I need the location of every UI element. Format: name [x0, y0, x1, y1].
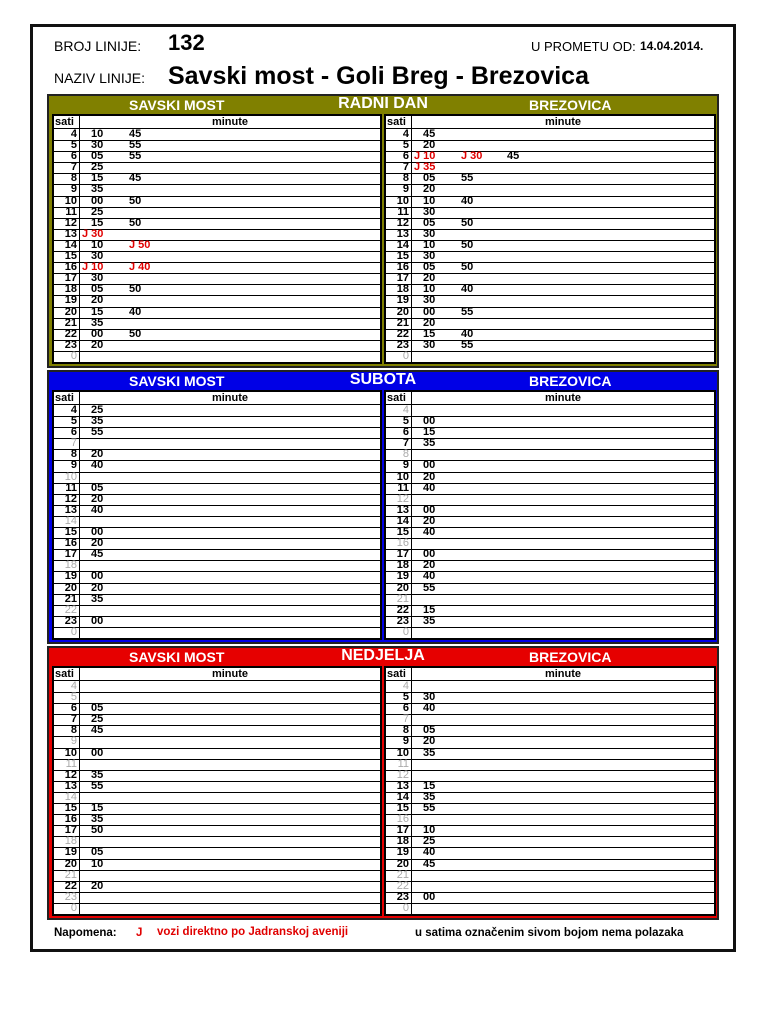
departure-minute: 10 [423, 238, 436, 251]
departure-minute: 10 [91, 128, 104, 140]
departure-minute: 05 [423, 724, 436, 737]
departure-minute: 50 [129, 216, 142, 229]
departure-minute: 20 [91, 537, 104, 550]
hour-column-header: sati [386, 392, 412, 404]
footer-note [47, 924, 719, 944]
minutes-column-header: minute [211, 668, 249, 680]
direct-departure-minute: J 30 [461, 150, 483, 163]
hour-cell: 4 [54, 681, 80, 692]
hour-cell: 7 [386, 438, 412, 449]
departure-minute: 40 [461, 327, 474, 340]
column-header-row [386, 392, 714, 405]
departure-minute: 40 [91, 459, 104, 472]
hour-cell: 9 [54, 184, 80, 195]
hour-cell: 11 [386, 207, 412, 218]
departure-minute: 40 [423, 846, 436, 859]
section-header [49, 648, 717, 666]
departure-minute: 05 [423, 172, 436, 185]
departure-minute: 35 [91, 592, 104, 605]
hour-cell: 16 [54, 538, 80, 549]
hour-cell: 21 [54, 870, 80, 881]
hour-column-header: sati [54, 668, 80, 680]
hour-cell: 0 [54, 351, 80, 362]
hour-cell: 18 [386, 560, 412, 571]
hour-cell: 13 [386, 781, 412, 792]
departure-minute: 20 [423, 559, 436, 572]
section-subota [47, 370, 719, 644]
departure-minute: 50 [461, 216, 474, 229]
hour-cell: 23 [386, 340, 412, 351]
line-name-label: NAZIV LINIJE: [54, 70, 146, 86]
departure-minute: 50 [129, 283, 142, 296]
hour-cell: 13 [54, 781, 80, 792]
hour-cell: 14 [386, 240, 412, 251]
hour-cell: 0 [54, 627, 80, 638]
departure-minute: 25 [423, 835, 436, 848]
departure-minute: 40 [423, 570, 436, 583]
departure-minute: 15 [91, 802, 104, 815]
departure-minute: 30 [91, 250, 104, 263]
hour-cell: 0 [386, 903, 412, 914]
hour-cell: 14 [54, 516, 80, 527]
hour-cell: 14 [54, 240, 80, 251]
hour-cell: 6 [386, 703, 412, 714]
hour-cell: 19 [386, 571, 412, 582]
hour-cell: 17 [54, 825, 80, 836]
departure-minute: 00 [91, 526, 104, 539]
hour-cell: 21 [386, 870, 412, 881]
hour-cell: 20 [54, 583, 80, 594]
departure-minute: 10 [91, 238, 104, 251]
hour-cell: 12 [54, 770, 80, 781]
note-symbol: J [136, 927, 143, 939]
hour-cell: 14 [54, 792, 80, 803]
hour-cell: 17 [386, 549, 412, 560]
departure-minute: 40 [461, 194, 474, 207]
hour-cell: 10 [54, 196, 80, 207]
direct-departure-minute: J 40 [129, 261, 151, 274]
hour-cell: 5 [54, 692, 80, 703]
column-header-row [386, 116, 714, 129]
departure-minute: 20 [91, 492, 104, 505]
hour-cell: 12 [54, 494, 80, 505]
hour-cell: 17 [386, 825, 412, 836]
departure-minute: 20 [91, 448, 104, 461]
departure-minute: 40 [91, 503, 104, 516]
hour-cell: 19 [54, 571, 80, 582]
hour-cell: 23 [54, 616, 80, 627]
column-header-row [54, 668, 380, 681]
direct-departure-minute: J 10 [414, 150, 436, 163]
hour-cell: 23 [54, 340, 80, 351]
departure-minute: 45 [91, 548, 104, 561]
hour-cell: 22 [54, 605, 80, 616]
hour-cell: 21 [54, 594, 80, 605]
hour-cell: 6 [54, 151, 80, 162]
hour-cell: 13 [386, 505, 412, 516]
minutes-column-header: minute [211, 116, 249, 128]
departure-minute: 55 [129, 150, 142, 163]
hour-column-header: sati [54, 392, 80, 404]
departure-minute: 35 [91, 813, 104, 826]
departure-minute: 30 [423, 227, 436, 240]
minutes-column-header: minute [544, 668, 582, 680]
departure-minute: 20 [423, 316, 436, 329]
hour-cell: 7 [54, 714, 80, 725]
hour-cell: 11 [386, 759, 412, 770]
departure-minute: 05 [91, 702, 104, 715]
hour-cell: 9 [386, 184, 412, 195]
hour-cell: 6 [54, 703, 80, 714]
hour-cell: 11 [54, 759, 80, 770]
departure-minute: 20 [423, 514, 436, 527]
hour-cell: 8 [386, 449, 412, 460]
hour-cell: 4 [386, 681, 412, 692]
hour-cell: 15 [54, 803, 80, 814]
departure-minute: 25 [91, 404, 104, 416]
line-number-label: BROJ LINIJE: [54, 38, 142, 54]
departure-minute: 20 [91, 338, 104, 351]
hour-cell: 16 [54, 814, 80, 825]
hour-cell: 4 [386, 129, 412, 140]
hour-cell: 12 [386, 494, 412, 505]
departure-minute: 20 [423, 139, 436, 152]
departure-minute: 10 [423, 824, 436, 837]
departure-minute: 30 [423, 338, 436, 351]
departure-minute: 55 [91, 779, 104, 792]
hour-cell: 11 [54, 207, 80, 218]
hour-cell: 22 [386, 605, 412, 616]
departure-minute: 35 [91, 183, 104, 196]
hour-cell: 10 [54, 472, 80, 483]
day-type-title: RADNI DAN [338, 95, 428, 112]
hour-cell: 7 [54, 162, 80, 173]
valid-from-label: U PROMETU OD: [531, 39, 636, 54]
hour-cell: 14 [386, 792, 412, 803]
departure-minute: 45 [423, 128, 436, 140]
hour-cell: 18 [386, 836, 412, 847]
departure-minute: 00 [423, 305, 436, 318]
departure-minute: 55 [423, 581, 436, 594]
departure-minute: 35 [91, 415, 104, 428]
departure-minute: 30 [423, 294, 436, 307]
departure-minute: 00 [91, 327, 104, 340]
hour-cell: 22 [54, 329, 80, 340]
hour-cell: 19 [386, 295, 412, 306]
departure-minute: 25 [91, 161, 104, 174]
hour-cell: 22 [54, 881, 80, 892]
section-radni-dan [47, 94, 719, 368]
hour-cell: 16 [386, 538, 412, 549]
departure-minute: 20 [423, 183, 436, 196]
hour-cell: 15 [54, 251, 80, 262]
hour-cell: 18 [54, 836, 80, 847]
minutes-column-header: minute [544, 392, 582, 404]
hour-cell: 0 [54, 903, 80, 914]
hour-cell: 4 [54, 405, 80, 416]
departure-minute: 00 [91, 746, 104, 759]
hour-cell: 10 [386, 472, 412, 483]
hour-cell: 23 [386, 892, 412, 903]
hour-cell: 22 [386, 881, 412, 892]
hour-cell: 23 [54, 892, 80, 903]
departures-from-savski-most [52, 114, 382, 364]
hour-cell: 13 [386, 229, 412, 240]
departure-minute: 00 [91, 194, 104, 207]
hour-cell: 20 [54, 307, 80, 318]
departure-minute: 25 [91, 713, 104, 726]
table-row [386, 351, 714, 363]
hour-cell: 0 [386, 351, 412, 362]
section-header [49, 96, 717, 114]
departure-minute: 45 [423, 857, 436, 870]
departure-minute: 30 [423, 250, 436, 263]
minutes-column-header: minute [544, 116, 582, 128]
hour-cell: 12 [54, 218, 80, 229]
departure-minute: 00 [423, 890, 436, 903]
departure-minute: 30 [91, 272, 104, 285]
departure-minute: 05 [91, 283, 104, 296]
departure-minute: 55 [461, 338, 474, 351]
departure-minute: 30 [423, 205, 436, 218]
departure-minute: 10 [423, 194, 436, 207]
hour-cell: 10 [386, 748, 412, 759]
hour-cell: 18 [386, 284, 412, 295]
departure-minute: 50 [129, 327, 142, 340]
hour-cell: 0 [386, 627, 412, 638]
departures-from-savski-most [52, 390, 382, 640]
hour-cell: 17 [54, 549, 80, 560]
hour-cell: 17 [54, 273, 80, 284]
hour-cell: 16 [386, 262, 412, 273]
hour-cell: 20 [386, 859, 412, 870]
departures-from-brezovica [384, 114, 716, 364]
departure-minute: 05 [91, 846, 104, 859]
minutes-column-header: minute [211, 392, 249, 404]
departure-minute: 55 [129, 139, 142, 152]
hour-cell: 6 [386, 427, 412, 438]
hour-cell: 5 [54, 416, 80, 427]
hour-cell: 8 [54, 725, 80, 736]
table-row [386, 903, 714, 915]
hour-cell: 21 [54, 318, 80, 329]
hour-cell: 11 [54, 483, 80, 494]
hour-cell: 16 [54, 262, 80, 273]
hour-cell: 19 [54, 847, 80, 858]
departure-minute: 05 [423, 216, 436, 229]
hour-cell: 5 [386, 140, 412, 151]
departure-minute: 00 [91, 570, 104, 583]
hour-cell: 8 [386, 173, 412, 184]
hour-cell: 6 [54, 427, 80, 438]
departure-minute: 05 [91, 481, 104, 494]
departure-minute: 45 [91, 724, 104, 737]
hour-cell: 5 [386, 692, 412, 703]
departure-minute: 50 [91, 824, 104, 837]
hour-cell: 9 [54, 460, 80, 471]
departure-minute: 30 [91, 139, 104, 152]
hour-cell: 15 [386, 803, 412, 814]
hour-cell: 4 [386, 405, 412, 416]
direct-departure-minute: J 30 [82, 227, 104, 240]
departure-minute: 00 [423, 503, 436, 516]
hour-cell: 18 [54, 284, 80, 295]
hour-cell: 9 [54, 736, 80, 747]
hour-cell: 23 [386, 616, 412, 627]
hour-cell: 5 [386, 416, 412, 427]
departure-minute: 25 [91, 205, 104, 218]
valid-from-date: 14.04.2014. [640, 39, 704, 53]
hour-cell: 6 [386, 151, 412, 162]
departure-minute: 35 [423, 437, 436, 450]
right-stop-name: BREZOVICA [529, 97, 612, 113]
departure-minute: 20 [91, 879, 104, 892]
hour-cell: 18 [54, 560, 80, 571]
departure-minute: 15 [91, 305, 104, 318]
hour-column-header: sati [386, 668, 412, 680]
hour-cell: 20 [54, 859, 80, 870]
hour-cell: 9 [386, 460, 412, 471]
departure-minute: 00 [423, 459, 436, 472]
departure-minute: 00 [423, 548, 436, 561]
direct-departure-minute: J 50 [129, 238, 151, 251]
departure-minute: 15 [423, 603, 436, 616]
hour-cell: 15 [54, 527, 80, 538]
line-number: 132 [168, 30, 205, 55]
hour-cell: 16 [386, 814, 412, 825]
hour-cell: 5 [54, 140, 80, 151]
departure-minute: 15 [423, 779, 436, 792]
departure-minute: 35 [423, 614, 436, 627]
departures-from-savski-most [52, 666, 382, 916]
table-row [54, 903, 380, 915]
departure-minute: 20 [91, 581, 104, 594]
departure-minute: 50 [461, 261, 474, 274]
section-nedjelja [47, 646, 719, 920]
departure-minute: 55 [91, 426, 104, 439]
departure-minute: 40 [423, 702, 436, 715]
hour-cell: 8 [54, 449, 80, 460]
departure-minute: 30 [423, 691, 436, 704]
hour-column-header: sati [54, 116, 80, 128]
departure-minute: 40 [423, 526, 436, 539]
departure-minute: 40 [423, 481, 436, 494]
departure-minute: 10 [423, 283, 436, 296]
departure-minute: 40 [129, 305, 142, 318]
column-header-row [386, 668, 714, 681]
departure-minute: 40 [461, 283, 474, 296]
gray-hours-note: u satima označenim sivom bojom nema polazaka [415, 927, 684, 939]
departure-minute: 35 [91, 316, 104, 329]
hour-cell: 7 [386, 714, 412, 725]
departure-minute: 20 [423, 735, 436, 748]
table-row [386, 627, 714, 639]
hour-cell: 7 [54, 438, 80, 449]
direct-departure-minute: J 10 [82, 261, 104, 274]
right-stop-name: BREZOVICA [529, 649, 612, 665]
hour-column-header: sati [386, 116, 412, 128]
departure-minute: 15 [91, 172, 104, 185]
hour-cell: 11 [386, 483, 412, 494]
table-row [54, 351, 380, 363]
left-stop-name: SAVSKI MOST [129, 373, 225, 389]
departure-minute: 05 [423, 261, 436, 274]
departure-minute: 45 [129, 172, 142, 185]
hour-cell: 15 [386, 251, 412, 262]
left-stop-name: SAVSKI MOST [129, 649, 225, 665]
departure-minute: 20 [91, 294, 104, 307]
hour-cell: 20 [386, 307, 412, 318]
hour-cell: 10 [54, 748, 80, 759]
hour-cell: 22 [386, 329, 412, 340]
departure-minute: 15 [423, 426, 436, 439]
hour-cell: 20 [386, 583, 412, 594]
table-row [54, 627, 380, 639]
departure-minute: 50 [129, 194, 142, 207]
departure-minute: 35 [423, 746, 436, 759]
hour-cell: 9 [386, 736, 412, 747]
hour-cell: 12 [386, 770, 412, 781]
note-text: vozi direktno po Jadranskoj aveniji [157, 926, 349, 938]
section-header [49, 372, 717, 390]
hour-cell: 8 [386, 725, 412, 736]
hour-cell: 21 [386, 594, 412, 605]
hour-cell: 13 [54, 229, 80, 240]
hour-cell: 14 [386, 516, 412, 527]
departure-minute: 55 [461, 172, 474, 185]
departure-minute: 00 [423, 415, 436, 428]
departure-minute: 15 [91, 216, 104, 229]
departures-from-brezovica [384, 666, 716, 916]
hour-cell: 19 [54, 295, 80, 306]
departure-minute: 00 [91, 614, 104, 627]
hour-cell: 15 [386, 527, 412, 538]
day-type-title: SUBOTA [349, 371, 417, 388]
hour-cell: 12 [386, 218, 412, 229]
hour-cell: 13 [54, 505, 80, 516]
hour-cell: 10 [386, 196, 412, 207]
departure-minute: 05 [91, 150, 104, 163]
departure-minute: 10 [91, 857, 104, 870]
day-type-title: NEDJELJA [341, 647, 425, 664]
line-name: Savski most - Goli Breg - Brezovica [168, 62, 589, 90]
departure-minute: 55 [461, 305, 474, 318]
hour-cell: 7 [386, 162, 412, 173]
departures-from-brezovica [384, 390, 716, 640]
departure-minute: 45 [129, 128, 142, 140]
hour-cell: 8 [54, 173, 80, 184]
departure-minute: 35 [423, 790, 436, 803]
departure-minute: 45 [507, 150, 520, 163]
departure-minute: 50 [461, 238, 474, 251]
hour-cell: 17 [386, 273, 412, 284]
note-label: Napomena: [54, 927, 117, 939]
departure-minute: 55 [423, 802, 436, 815]
left-stop-name: SAVSKI MOST [129, 97, 225, 113]
departure-minute: 20 [423, 272, 436, 285]
departure-minute: 15 [423, 327, 436, 340]
departure-minute: 20 [423, 470, 436, 483]
hour-cell: 19 [386, 847, 412, 858]
hour-cell: 4 [54, 129, 80, 140]
hour-cell: 21 [386, 318, 412, 329]
departure-minute: 35 [91, 768, 104, 781]
direct-departure-minute: J 35 [414, 161, 436, 174]
right-stop-name: BREZOVICA [529, 373, 612, 389]
